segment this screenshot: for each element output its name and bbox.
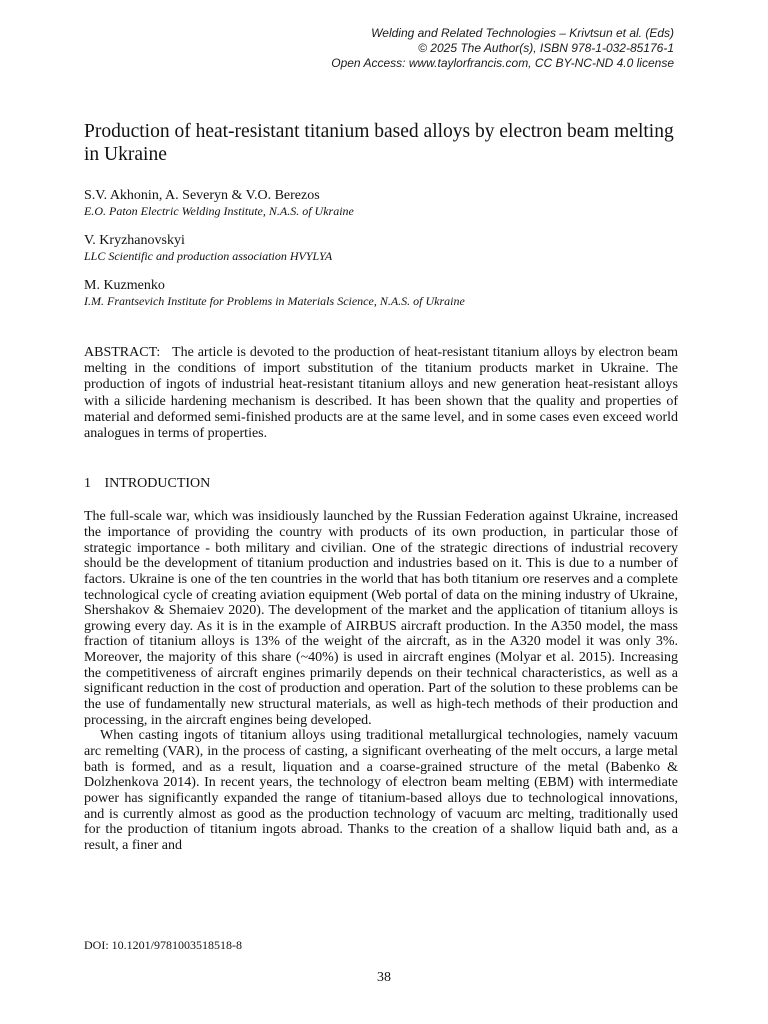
abstract-label: ABSTRACT: — [84, 345, 161, 360]
author-names: V. Kryzhanovskyi — [84, 233, 185, 248]
article-title: Production of heat-resistant titanium based alloys by electron beam melting in Ukraine — [84, 121, 674, 165]
introduction-text — [84, 509, 678, 853]
section-heading — [84, 476, 678, 492]
author-group-1 — [84, 188, 678, 219]
section-title: INTRODUCTION — [104, 476, 211, 492]
author-group-3 — [84, 278, 678, 309]
header-book-title: Welding and Related Technologies – Krivtsun et al. (Eds) — [371, 26, 674, 40]
author-affiliation: E.O. Paton Electric Welding Institute, N.A.S. of Ukraine — [84, 204, 354, 218]
header-copyright: © 2025 The Author(s), ISBN 978-1-032-85176-1 — [418, 41, 674, 55]
doi-footnote: DOI: 10.1201/9781003518518-8 — [84, 938, 242, 952]
author-names: S.V. Akhonin, A. Severyn & V.O. Berezos — [84, 188, 320, 203]
abstract — [84, 345, 678, 442]
article-body — [84, 120, 678, 854]
publication-header — [154, 26, 674, 71]
header-license: Open Access: www.taylorfrancis.com, CC BY-NC-ND 4.0 license — [331, 56, 674, 70]
page-number: 38 — [377, 970, 391, 985]
author-affiliation: LLC Scientific and production association HVYLYA — [84, 249, 333, 263]
body-paragraph: When casting ingots of titanium alloys using traditional metallurgical technologies, namely vacuum arc remelting (VAR), in the process of casting, a significant overheating of the melt occurs, a large metal bath is formed, and as a result, liquation and a coarse-grained structure of the metal (Babenko & Dolzhenkova 2014). In recent years, the technology of electron beam melting (EBM) with intermediate power has significantly expanded the range of titanium-based alloys due to technological innovations, and is currently almost as good as the production technology of vacuum arc melting, traditionally used for the production of titanium ingots abroad. Thanks to the creation of a shallow liquid bath and, as a result, a finer and — [84, 728, 678, 853]
author-names: M. Kuzmenko — [84, 278, 165, 293]
section-number: 1 — [84, 476, 91, 492]
abstract-text: The article is devoted to the production of heat-resistant titanium alloys by electron beam melting in the conditions of import substitution of the titanium products market in Ukraine. The production of ingots of industrial heat-resistant titanium alloys and new generation heat-resistant alloys with a silicide hardening mechanism is described. It has been shown that the quality and properties of material and deformed semi-finished products are at the same level, and in some cases even exceed world analogues in terms of properties. — [84, 345, 679, 442]
author-group-2 — [84, 233, 678, 264]
body-paragraph: The full-scale war, which was insidiously launched by the Russian Federation against Ukraine, increased the importance of providing the country with products of its own production, in particular those of strategic importance - both military and civilian. One of the strategic directions of industrial recovery should be the development of titanium production and industries based on it. This is due to a number of factors. Ukraine is one of the ten countries in the world that has both titanium ore reserves and a complete technological cycle of creating aviation equipment (Web portal of data on the mining industry of Ukraine, Shershakov & Shemaiev 2020). The development of the market and the application of titanium alloys is growing every day. As it is in the example of AIRBUS aircraft production. In the A350 model, the mass fraction of titanium alloys is 13% of the weight of the aircraft, as in the A320 model it was only 3%. Moreover, the majority of this share (~40%) is used in aircraft engines (Molyar et al. 2015). Increasing the competitiveness of aircraft engines primarily depends on their technical characteristics, as well as a significant reduction in the cost of production and operation. Part of the solution to these problems can be the use of fundamentally new structural materials, as well as high-tech methods of their production and processing, in the aircraft engines being developed. — [84, 509, 678, 728]
author-affiliation: I.M. Frantsevich Institute for Problems in Materials Science, N.A.S. of Ukraine — [84, 294, 465, 308]
